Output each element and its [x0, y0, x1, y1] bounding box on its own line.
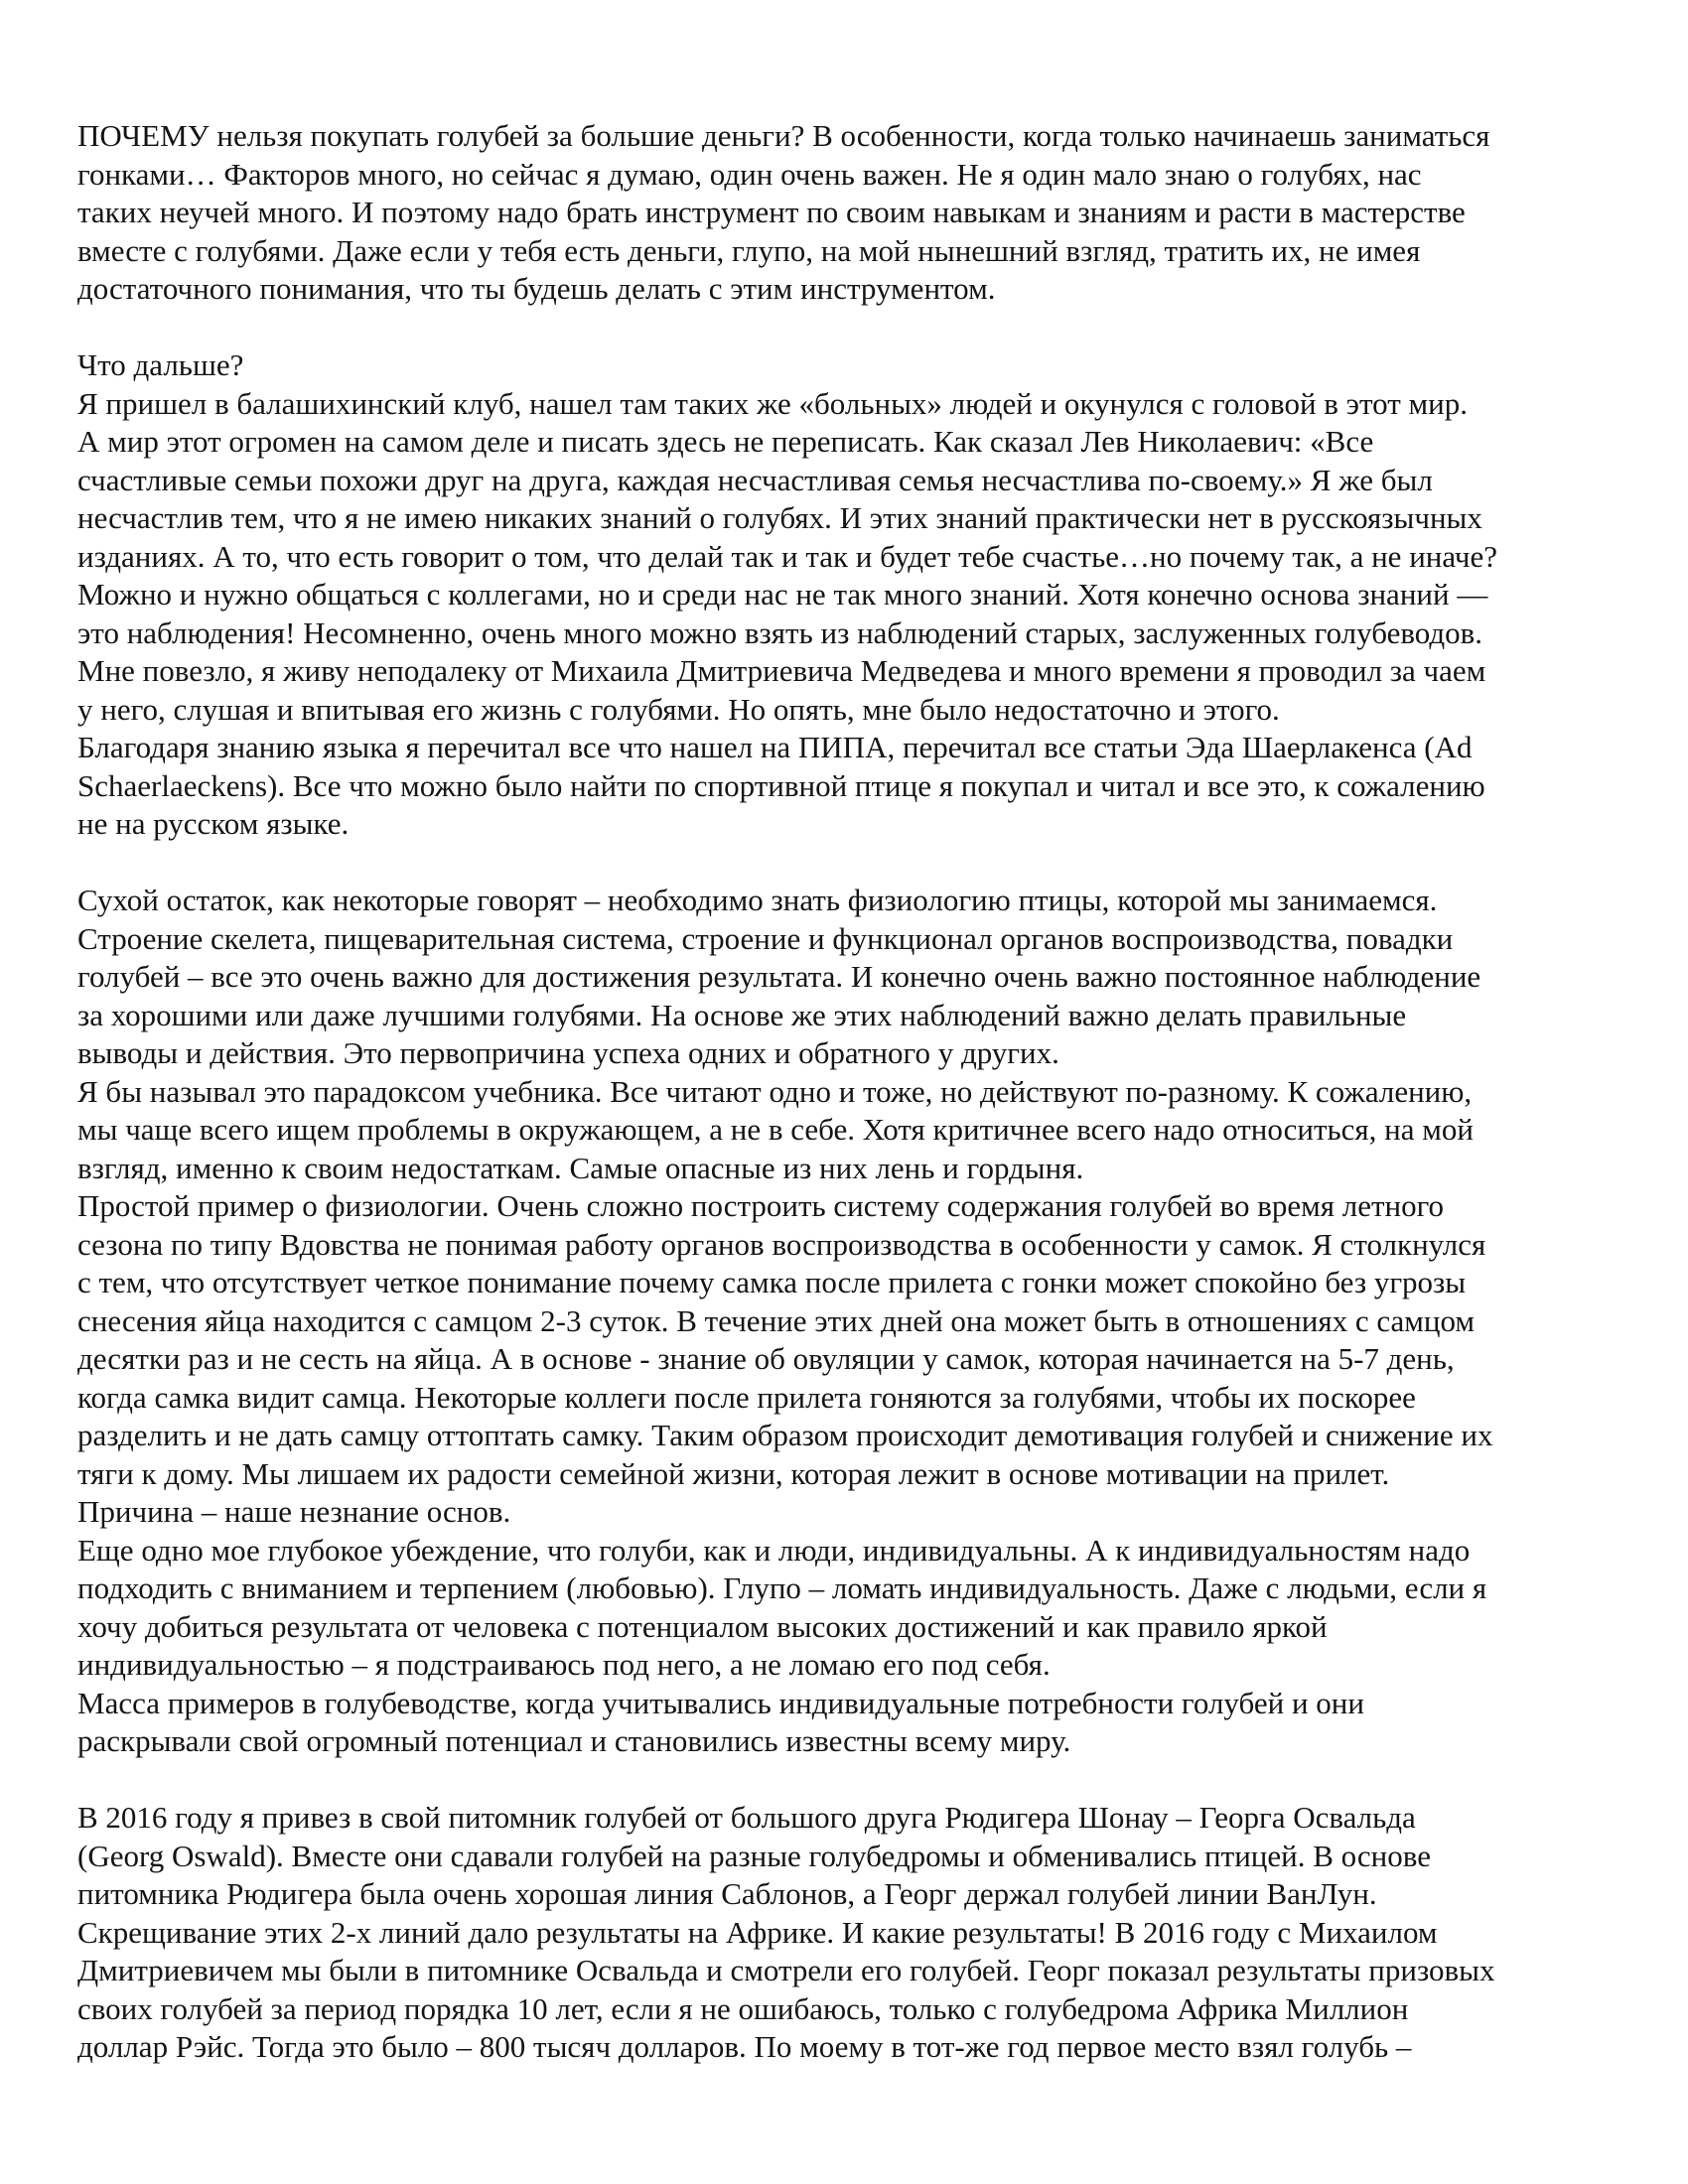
text-line: Что дальше?: [77, 347, 244, 382]
text-line: хочу добиться результата от человека с потенциалом высоких достижений и как правило яркой: [77, 1608, 1328, 1644]
text-line: Строение скелета, пищеварительная система, строение и функционал органов воспроизводства, повадки: [77, 920, 1454, 956]
text-line: таких неучей много. И поэтому надо брать инструмент по своим навыкам и знаниям и расти в мастерстве: [77, 195, 1466, 229]
text-line: Масса примеров в голубеводстве, когда учитывались индивидуальные потребности голубей и они: [77, 1685, 1364, 1720]
text-line: разделить и не дать самцу оттоптать самку. Таким образом происходит демотивация голубей и снижение их: [77, 1418, 1493, 1452]
paragraph-spacer: [77, 1761, 1626, 1800]
text-line: ПОЧЕМУ нельзя покупать голубей за большие деньги? В особенности, когда только начинаешь заниматься: [77, 118, 1490, 153]
text-line: не на русском языке.: [77, 806, 350, 841]
text-line: Сухой остаток, как некоторые говорят – необходимо знать физиологию птицы, которой мы занимаемся.: [77, 883, 1438, 917]
paragraph-spacer: [77, 844, 1626, 883]
text-line: Мне повезло, я живу неподалеку от Михаила Дмитриевича Медведева и много времени я проводил за чаем: [77, 653, 1486, 688]
text-line: сезона по типу Вдовства не понимая работу органов воспроизводства в особенности у самок. Я столкнулся: [77, 1226, 1486, 1262]
text-line: А мир этот огромен на самом деле и писать здесь не переписать. Как сказал Лев Николаевич: «Все: [77, 424, 1374, 459]
paragraph-4: [77, 1799, 1626, 2067]
text-line: Я бы называл это парадоксом учебника. Все читают одно и тоже, но действуют по-разному. К сожалению,: [77, 1073, 1473, 1109]
text-line: гонками… Факторов много, но сейчас я думаю, один очень важен. Не я один мало знаю о голубях, нас: [77, 156, 1422, 192]
text-line: В 2016 году я привез в свой питомник голубей от большого друга Рюдигера Шонау – Георга Освальда: [77, 1800, 1416, 1835]
text-line: доллар Рэйс. Тогда это было – 800 тысяч долларов. По моему в тот-же год первое место взял голубь –: [77, 2029, 1412, 2064]
text-line: своих голубей за период порядка 10 лет, если я не ошибаюсь, только с голубедрома Африка Миллион: [77, 1990, 1409, 2026]
paragraph-3: [77, 882, 1626, 1761]
text-line: Можно и нужно общаться с коллегами, но и среди нас не так много знаний. Хотя конечно основа знаний —: [77, 577, 1488, 612]
text-line: индивидуальностью – я подстраиваюсь под него, а не ломаю его под себя.: [77, 1647, 1051, 1682]
text-line: голубей – все это очень важно для достижения результата. И конечно очень важно постоянное наблюдение: [77, 959, 1481, 994]
text-line: достаточного понимания, что ты будешь делать с этим инструментом.: [77, 271, 996, 306]
text-line: мы чаще всего ищем проблемы в окружающем, а не в себе. Хотя критичнее всего надо относиться, на мой: [77, 1112, 1474, 1147]
text-line: десятки раз и не сесть на яйца. А в основе - знание об овуляции у самок, которая начинается на 5-7 день,: [77, 1341, 1455, 1376]
text-line: раскрывали свой огромный потенциал и становились известны всему миру.: [77, 1723, 1071, 1758]
text-line: счастливые семьи похожи друг на друга, каждая несчастливая семья несчастлива по-своему.» Я же был: [77, 462, 1433, 497]
text-line: (Georg Oswald). Вместе они сдавали голубей на разные голубедромы и обменивались птицей. В основе: [77, 1838, 1431, 1873]
text-line: это наблюдения! Несомненно, очень много можно взять из наблюдений старых, заслуженных голубеводов.: [77, 614, 1483, 650]
text-line: Еще одно мое глубокое убеждение, что голуби, как и люди, индивидуальны. А к индивидуальностям надо: [77, 1532, 1471, 1568]
document-page: [77, 117, 1626, 2067]
text-line: изданиях. А то, что есть говорит о том, что делай так и так и будет тебе счастье…но почему так, а не иначе?: [77, 538, 1497, 574]
text-line: взгляд, именно к своим недостаткам. Самые опасные из них лень и гордыня.: [77, 1150, 1084, 1185]
paragraph-1: [77, 117, 1626, 309]
text-line: у него, слушая и впитывая его жизнь с голубями. Но опять, мне было недостаточно и этого.: [77, 691, 1280, 727]
text-line: тяги к дому. Мы лишаем их радости семейной жизни, которая лежит в основе мотивации на прилет.: [77, 1455, 1390, 1491]
paragraph-2: [77, 346, 1626, 844]
text-line: несчастлив тем, что я не имею никаких знаний о голубях. И этих знаний практически нет в русскоязычных: [77, 500, 1482, 535]
text-line: Благодаря знанию языка я перечитал все что нашел на ПИПА, перечитал все статьи Эда Шаерлакенса (Ad: [77, 730, 1473, 764]
text-line: когда самка видит самца. Некоторые коллеги после прилета гоняются за голубями, чтобы их поскорее: [77, 1379, 1416, 1415]
text-line: подходить с вниманием и терпением (любовью). Глупо – ломать индивидуальность. Даже с людьми, если я: [77, 1570, 1487, 1605]
text-line: Дмитриевичем мы были в питомнике Освальда и смотрели его голубей. Георг показал результаты призовых: [77, 1953, 1495, 1987]
text-line: вместе с голубями. Даже если у тебя есть деньги, глупо, на мой нынешний взгляд, тратить их, не имея: [77, 232, 1421, 268]
text-line: питомника Рюдигера была очень хорошая линия Саблонов, а Георг держал голубей линии ВанЛун.: [77, 1876, 1377, 1911]
text-line: Я пришел в балашихинский клуб, нашел там таких же «больных» людей и окунулся с головой в этот мир.: [77, 385, 1468, 421]
text-line: с тем, что отсутствует четкое понимание почему самка после прилета с гонки может спокойно без угрозы: [77, 1265, 1467, 1299]
text-line: снесения яйца находится с самцом 2-3 суток. В течение этих дней она может быть в отношениях с самцом: [77, 1302, 1476, 1338]
text-line: выводы и действия. Это первопричина успеха одних и обратного у других.: [77, 1035, 1059, 1070]
text-line: Скрещивание этих 2-х линий дало результаты на Африке. И какие результаты! В 2016 году с Михаилом: [77, 1914, 1438, 1950]
text-line: за хорошими или даже лучшими голубями. На основе же этих наблюдений важно делать правильные: [77, 997, 1407, 1032]
paragraph-spacer: [77, 309, 1626, 347]
text-line: Простой пример о физиологии. Очень сложно построить систему содержания голубей во время летного: [77, 1188, 1445, 1223]
text-line: Причина – наше незнание основ.: [77, 1494, 511, 1529]
text-line: Schaerlaeckens). Все что можно было найти по спортивной птице я покупал и читал и все это, к сожалению: [77, 767, 1485, 803]
